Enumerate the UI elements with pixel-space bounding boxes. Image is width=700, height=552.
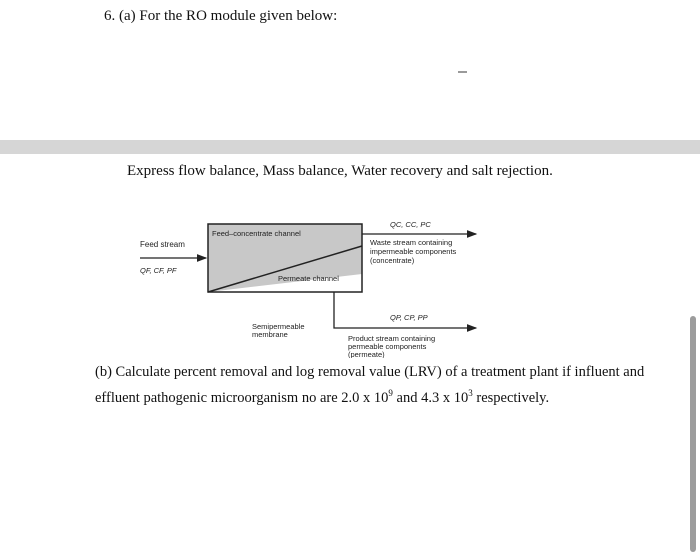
product-stream-arrow: [334, 292, 476, 328]
part-b-line-1: (b) Calculate percent removal and log removal value (LRV) of a treatment plant if influent and: [95, 364, 645, 380]
waste-stream-vars: QC, CC, PC: [390, 220, 431, 229]
permeate-channel-label: Permeate channel: [278, 274, 339, 283]
part-b-question: [95, 362, 685, 409]
feed-stream-vars: QF, CF, PF: [140, 266, 177, 275]
product-stream-label-3: (permeate): [348, 350, 385, 358]
waste-stream-label-2: impermeable components: [370, 247, 457, 256]
document-page-top: [0, 0, 700, 140]
part-b-line-2-mid: and 4.3 x 10: [392, 389, 469, 406]
membrane-label-2: membrane: [252, 330, 288, 339]
product-stream-vars: QP, CP, PP: [390, 313, 428, 322]
effluent-exponent: 3: [468, 388, 473, 398]
part-a-instruction: Express flow balance, Mass balance, Water recovery and salt rejection.: [127, 163, 553, 179]
ro-module-diagram: [120, 196, 500, 358]
membrane-label-1: Semipermeable: [252, 322, 305, 331]
part-b-line-2-prefix: effluent pathogenic microorganism no are 2.0 x 10: [95, 389, 389, 406]
part-b-line-2-suffix: respectively.: [472, 389, 550, 406]
waste-stream-label-1: Waste stream containing: [370, 238, 453, 247]
question-header: 6. (a) For the RO module given below:: [104, 8, 338, 24]
page-separator: [0, 140, 700, 154]
feed-concentrate-channel-label: Feed–concentrate channel: [212, 229, 301, 238]
influent-exponent: 9: [388, 388, 393, 398]
scrollbar-thumb[interactable]: [690, 316, 696, 552]
product-stream-label-2: permeable components: [348, 342, 427, 351]
feed-stream-label: Feed stream: [140, 240, 185, 249]
waste-stream-label-3: (concentrate): [370, 256, 415, 265]
scan-mark: [458, 71, 467, 73]
product-stream-label-1: Product stream containing: [348, 334, 436, 343]
part-b-line-2: [95, 383, 685, 409]
